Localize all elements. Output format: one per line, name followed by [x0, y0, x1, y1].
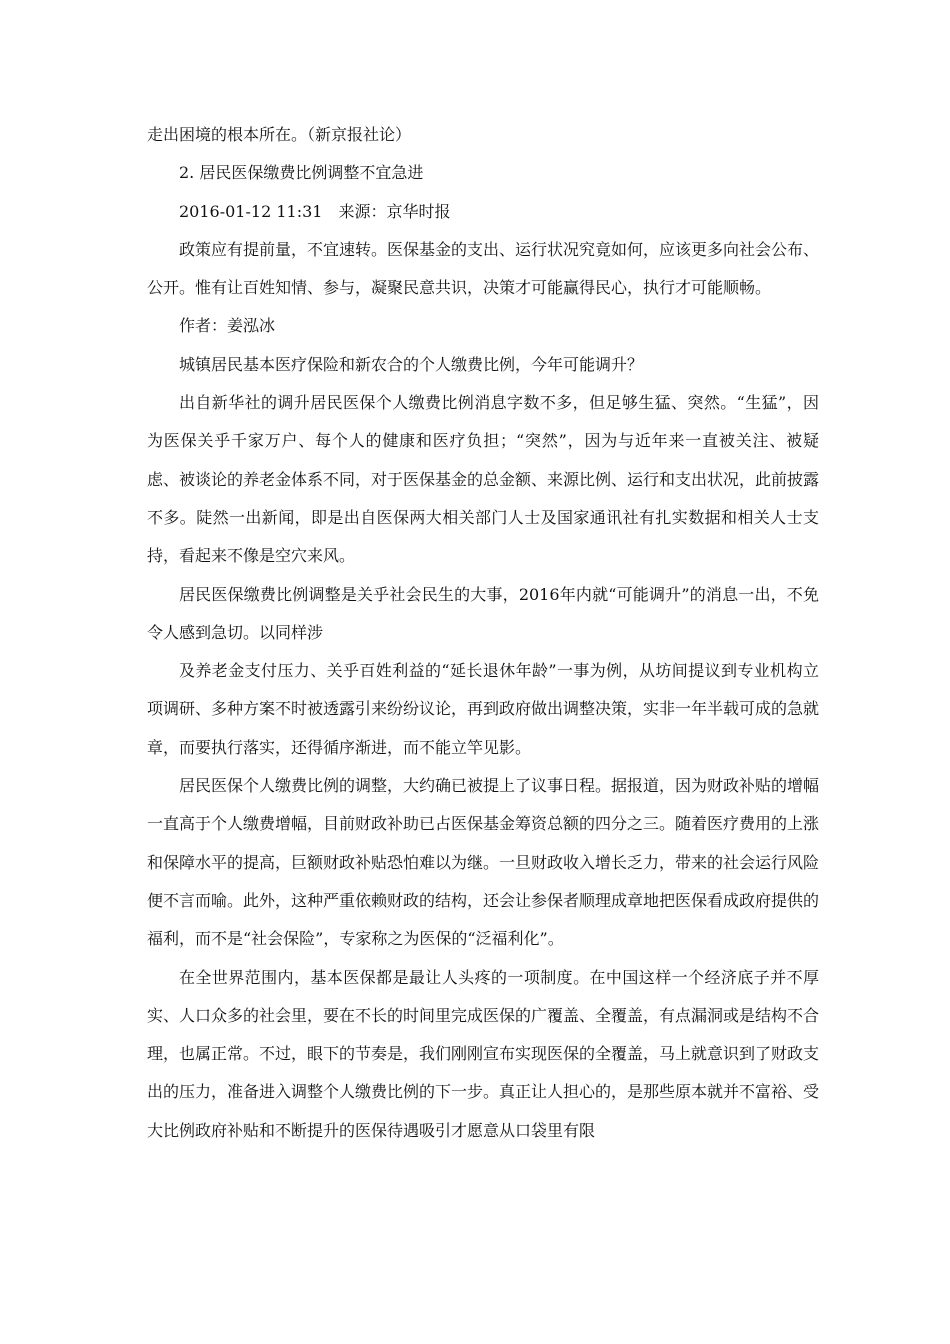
paragraph-question: 城镇居民基本医疗保险和新农合的个人缴费比例，今年可能调升？: [179, 354, 644, 374]
paragraph-body: 居民医保个人缴费比例的调整，大约确已被提上了议事日程。据报道，因为财政补贴的增幅一直高于个人缴费增幅，目前财政补助已占医保基金筹资总额的四分之三。随着医疗费用的上涨和保障水平的提高，巨额财政补贴恐怕难以为继。一旦财政收入增长乏力，带来的社会运行风险便不言而喻。此外，这种严重依赖财政的结构，还会让参保者顺理成章地把医保看成政府提供的福利，而不是“社会保险”，专家称之为医保的“泛福利化”。: [147, 776, 820, 949]
paragraph-summary: 政策应有提前量，不宜速转。医保基金的支出、运行状况究竟如何，应该更多向社会公布、公开。惟有让百姓知情、参与，凝聚民意共识，决策才可能赢得民心，执行才可能顺畅。: [147, 239, 820, 298]
paragraph-body: 居民医保缴费比例调整是关乎社会民生的大事，2016年内就“可能调升”的消息一出，不免令人感到急切。以同样涉: [147, 584, 819, 642]
paragraph-body: 在全世界范围内，基本医保都是最让人头疼的一项制度。在中国这样一个经济底子并不厚实、人口众多的社会里，要在不长的时间里完成医保的广覆盖、全覆盖，有点漏洞或是结构不合理，也属正常。不过，眼下的节奏是，我们刚刚宣布实现医保的全覆盖，马上就意识到了财政支出的压力，准备进入调整个人缴费比例的下一步。真正让人担心的，是那些原本就并不富裕、受大比例政府补贴和不断提升的医保待遇吸引才愿意从口袋里有限: [147, 967, 820, 1140]
article-heading: 2. 居民医保缴费比例调整不宜急进: [179, 163, 424, 183]
paragraph-body: 出自新华社的调升居民医保个人缴费比例消息字数不多，但足够生猛、突然。“生猛”，因为医保关乎千家万户、每个人的健康和医疗负担；“突然”，因为与近年来一直被关注、被疑虑、被谈论的养老金体系不同，对于医保基金的总金额、来源比例、运行和支出状况，此前披露不多。陡然一出新闻，即是出自医保两大相关部门人士及国家通讯社有扎实数据和相关人士支持，看起来不像是空穴来风。: [147, 393, 820, 566]
paragraph-editorial-end: 走出困境的根本所在。（新京报社论）: [147, 125, 412, 144]
article-dateline: 2016-01-12 11:31 来源：京华时报: [179, 201, 451, 221]
article-author: 作者：姜泓冰: [179, 316, 276, 336]
article-body: [147, 116, 819, 1150]
paragraph-body: 及养老金支付压力、关乎百姓利益的“延长退休年龄”一事为例，从坊间提议到专业机构立项调研、多种方案不时被透露引来纷纷议论，再到政府做出调整决策，实非一年半载可成的急就章，而要执行落实，还得循序渐进，而不能立竿见影。: [147, 661, 820, 757]
